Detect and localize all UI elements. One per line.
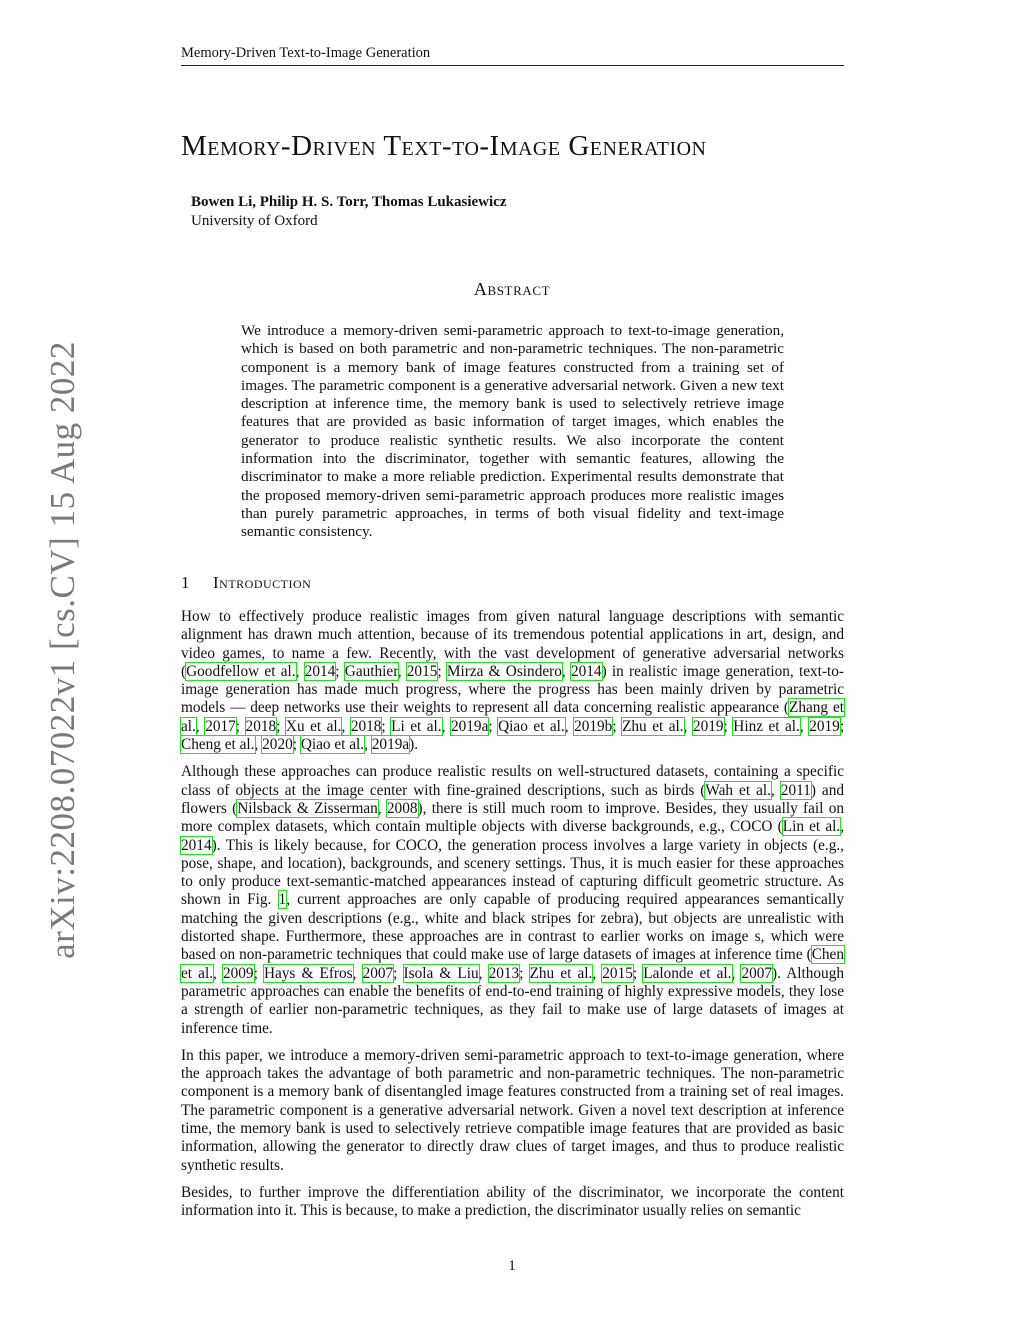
citation-link[interactable]: 2014	[181, 836, 212, 854]
paper-title: Memory-Driven Text-to-Image Generation	[181, 130, 707, 162]
citation-link[interactable]: 2019	[692, 717, 724, 735]
body-text: ,	[341, 717, 351, 735]
body-text: ), there is still much room to improve. Besides, they usually fail on more complex datasets, which contain multiple objects with diverse backgrounds, e.g., COCO (	[181, 799, 845, 836]
body-text: ,	[564, 717, 575, 735]
citation-link[interactable]: 2009	[222, 964, 254, 982]
body-text: ,	[195, 717, 206, 735]
citation-link[interactable]: Zhu et al.	[622, 717, 684, 735]
author-affiliation: University of Oxford	[191, 213, 318, 229]
citation-link[interactable]: 2015	[602, 964, 633, 982]
body-text: ;	[437, 662, 447, 680]
citation-link[interactable]: 2020	[262, 736, 293, 754]
body-text: ,	[254, 736, 263, 754]
body-text: ;	[253, 964, 264, 982]
body-text: ;	[519, 964, 530, 982]
citation-link[interactable]: Mirza & Osindero	[446, 662, 562, 680]
body-text: ) and flowers (	[181, 781, 845, 817]
citation-link[interactable]: Li et al.	[391, 717, 442, 735]
body-text: ,	[731, 964, 742, 982]
body-text: Although these approaches can produce realistic results on well-structured datasets, containing a specific class of objects at the image center with fine-grained descriptions, such as birds (	[181, 763, 844, 799]
citation-link[interactable]: 2019	[809, 717, 840, 735]
body-text: ,	[799, 717, 810, 735]
introduction-body	[181, 608, 844, 1230]
body-text: In this paper, we introduce a memory-driven semi-parametric approach to text-to-image generation, where the approach takes the advantage of both parametric and non-parametric techniques. The non-parametric component is a memory bank of disentangled image features constructed from a training set of real images. The parametric component is a generative adversarial network. Given a novel text description at inference time, the memory bank is used to selectively retrieve compatible image features that are provided as basic information, allowing the generator to directly draw clues of target images, and thus to produce realistic synthetic results.	[181, 1046, 844, 1174]
body-text: ;	[612, 717, 623, 735]
body-text: ,	[397, 662, 407, 680]
citation-link[interactable]: Wah et al.	[705, 781, 771, 799]
citation-link[interactable]: 2014	[570, 662, 602, 680]
body-text: ;	[723, 717, 734, 735]
arxiv-identifier-stamp[interactable]: arXiv:2208.07022v1 [cs.CV] 15 Aug 2022	[43, 341, 82, 959]
body-text: ;	[632, 964, 644, 982]
citation-link[interactable]: 2019a	[450, 717, 489, 735]
body-text: ,	[213, 964, 223, 982]
body-text: ,	[377, 799, 387, 817]
citation-link[interactable]: Isola & Liu	[403, 964, 479, 982]
body-text: ;	[488, 717, 499, 735]
section-number: 1	[181, 573, 190, 592]
body-text: ,	[592, 964, 603, 982]
citation-link[interactable]: 1	[278, 891, 287, 909]
body-text: ,	[364, 736, 372, 754]
citation-link[interactable]: Goodfellow et al.	[186, 662, 296, 680]
body-text: ).	[409, 736, 419, 754]
citation-link[interactable]: Zhu et al.	[529, 964, 593, 982]
body-text: ,	[770, 781, 781, 799]
citation-link[interactable]: Qiao et al.	[300, 736, 365, 754]
body-text: ,	[840, 818, 845, 836]
running-head: Memory-Driven Text-to-Image Generation	[181, 44, 844, 66]
body-text: ;	[276, 717, 286, 735]
citation-link[interactable]: Zhang et al.	[181, 699, 844, 735]
body-paragraph	[181, 1047, 844, 1175]
body-paragraph	[181, 1184, 844, 1221]
body-text: ,	[441, 717, 451, 735]
citation-link[interactable]: 2019a	[371, 736, 410, 754]
citation-link[interactable]: 2017	[205, 717, 236, 735]
citation-link[interactable]: 2011	[780, 781, 811, 799]
abstract-heading: Abstract	[473, 279, 551, 299]
body-text: ;	[292, 736, 301, 754]
citation-link[interactable]: Lin et al.	[782, 818, 841, 836]
citation-link[interactable]: Lalonde et al.	[643, 964, 732, 982]
body-text: ). Although parametric approaches can enable the benefits of end-to-end training of highly expressive models, they lose a strength of earlier non-parametric techniques, as they fail to make use of large datasets of images at inference time.	[181, 964, 845, 1037]
citation-link[interactable]: 2018	[350, 717, 382, 735]
citation-link[interactable]: Xu et al.	[285, 717, 342, 735]
citation-link[interactable]: 2008	[386, 799, 418, 817]
body-text: ,	[295, 662, 305, 680]
body-text: , current approaches are only capable of producing required appearances semantically matching the given descriptions (e.g., white and black stripes for zebra), but objects are unrealistic with distorted shape. Furthermore, these approaches are in contrast to earlier works on image s, which were based on non-parametric techniques that could make use of large datasets of images at inference time (	[181, 891, 844, 964]
body-text: ;	[235, 717, 246, 735]
citation-link[interactable]: 2014	[304, 662, 336, 680]
citation-link[interactable]: Gauthier	[344, 662, 398, 680]
page-number: 1	[508, 1258, 516, 1274]
body-text: ). This is likely because, for COCO, the generation process involves a large variety in objects (e.g., pose, shape, and location), backgrounds, and scenery settings. Thus, it is much easier for these approaches to only produce text-semantic-matched appearances instead of capturing difficult geometric structure. As shown in Fig.	[181, 836, 844, 909]
citation-link[interactable]: Chen et al.	[181, 946, 844, 982]
author-list: Bowen Li, Philip H. S. Torr, Thomas Lukasiewicz	[191, 194, 507, 210]
body-paragraph	[181, 763, 844, 1037]
citation-link[interactable]: 2007	[362, 964, 394, 982]
body-text: ;	[381, 717, 392, 735]
body-text: ,	[561, 662, 571, 680]
citation-link[interactable]: 2018	[245, 717, 277, 735]
section-title: Introduction	[213, 573, 312, 592]
body-text: ;	[393, 964, 404, 982]
section-heading-introduction	[181, 573, 311, 593]
body-text: ,	[478, 964, 489, 982]
citation-link[interactable]: Hinz et al.	[733, 717, 800, 735]
abstract-body: We introduce a memory-driven semi-parametric approach to text-to-image generation, which is based on both parametric and non-parametric techniques. The non-parametric component is a memory bank of image features constructed from a training set of images. The parametric component is a generative adversarial network. Given a new text description at inference time, the memory bank is used to selectively retrieve image features that are provided as basic information of target images, which enables the generator to produce realistic synthetic results. We also incorporate the content information into the discriminator, together with semantic features, allowing the discriminator to make a more reliable prediction. Experimental results demonstrate that the proposed memory-driven semi-parametric approach produces more realistic images than purely parametric approaches, in terms of both visual fidelity and text-image semantic consistency.	[241, 322, 784, 541]
citation-link[interactable]: 2015	[406, 662, 438, 680]
citation-link[interactable]: Qiao et al.	[498, 717, 565, 735]
body-paragraph	[181, 608, 844, 754]
body-text: ;	[335, 662, 345, 680]
body-text: ,	[683, 717, 693, 735]
citation-link[interactable]: Hays & Efros	[263, 964, 353, 982]
citation-link[interactable]: Cheng et al.	[181, 736, 255, 754]
body-text: ,	[352, 964, 363, 982]
body-text: How to effectively produce realistic images from given natural language descriptions with semantic alignment has drawn much attention, because of its tremendous potential applications in art, design, and video games, to name a few. Recently, with the vast development of generative adversarial networks (	[181, 608, 844, 680]
body-text: ) in realistic image generation, text-to-image generation has made much progress, where the progress has been mainly driven by parametric models — deep networks use their weights to represent all data concerning realistic appearance (	[181, 662, 845, 717]
citation-link[interactable]: 2019b	[574, 717, 613, 735]
body-text: Besides, to further improve the differentiation ability of the discriminator, we incorporate the content information into it. This is because, to make a prediction, the discriminator usually relies on semantic	[181, 1183, 844, 1220]
citation-link[interactable]: 2013	[488, 964, 520, 982]
citation-link[interactable]: 2007	[741, 964, 773, 982]
citation-link[interactable]: Nilsback & Zisserman	[237, 799, 378, 817]
body-text: ;	[839, 717, 845, 735]
